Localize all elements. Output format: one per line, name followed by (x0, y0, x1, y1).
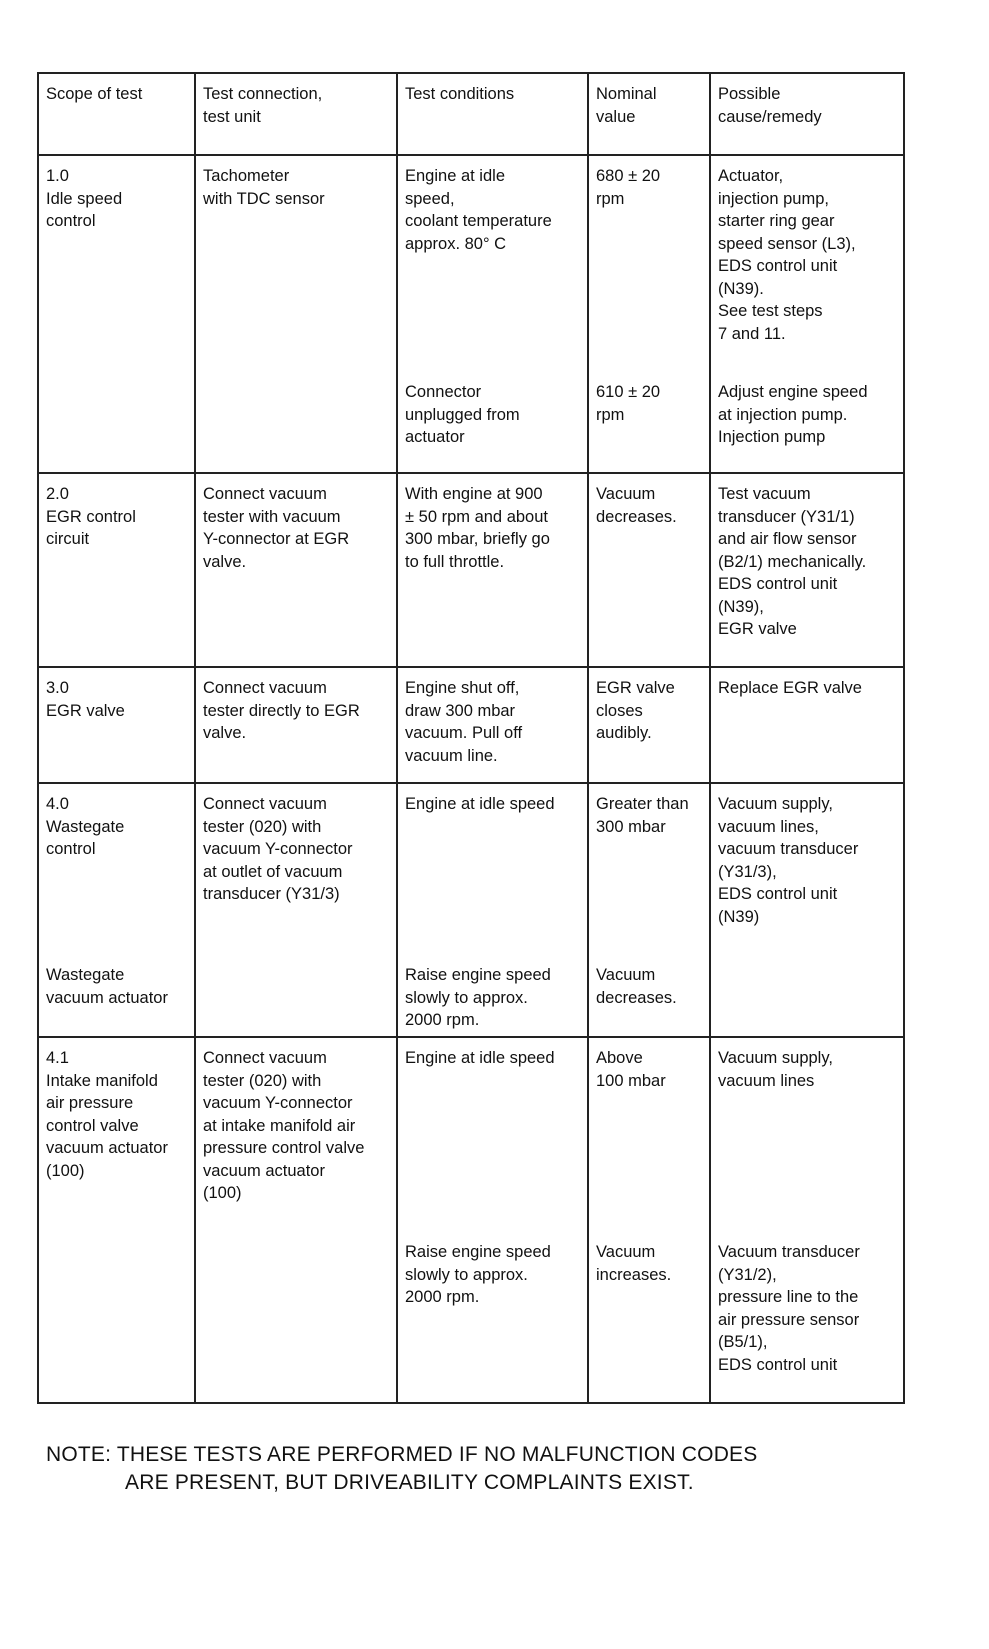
cell-text: EGR valve (596, 679, 675, 697)
cell-text: EGR valve (46, 701, 125, 720)
cell-text: decreases. (596, 507, 677, 526)
header-cell-conditions (397, 73, 588, 155)
cell-text: draw 300 mbar (405, 701, 516, 720)
cell-text: (N39) (718, 907, 760, 926)
cell-text: slowly to approx. (405, 1265, 528, 1284)
cell-connection (195, 155, 397, 473)
cell-text: increases. (596, 1265, 672, 1284)
cell-text: (N39), (718, 597, 764, 616)
cell-text: EGR control (46, 507, 136, 526)
cell-scope (38, 1037, 195, 1403)
cell-block (46, 1047, 187, 1182)
cell-text: slowly to approx. (405, 988, 528, 1007)
cell-text: control valve (46, 1116, 139, 1135)
cell-text: rpm (596, 189, 625, 208)
cell-scope (38, 783, 195, 1037)
cell-nominal (588, 667, 710, 783)
cell-block (718, 381, 896, 449)
cell-text: (100) (46, 1161, 85, 1180)
cell-text: Above (596, 1049, 643, 1067)
cell-remedy (710, 473, 904, 667)
cell-text: unplugged from (405, 405, 520, 424)
cell-block (596, 165, 702, 210)
cell-text: audibly. (596, 724, 652, 742)
cell-block (596, 793, 702, 838)
cell-block (405, 483, 580, 573)
cell-block (596, 1047, 702, 1092)
cell-nominal (588, 783, 710, 1037)
cell-text: at intake manifold air (203, 1116, 356, 1135)
cell-text: Vacuum (596, 1243, 656, 1261)
table-row (38, 1037, 904, 1403)
header-text: Scope of test (46, 85, 143, 103)
cell-text: tester directly to EGR (203, 701, 360, 720)
cell-text: rpm (596, 405, 625, 424)
cell-text: Y-connector at EGR (203, 530, 350, 548)
cell-remedy (710, 155, 904, 473)
cell-text: With engine at 900 (405, 485, 543, 503)
cell-text: to full throttle. (405, 552, 505, 571)
cell-text: 7 and 11. (718, 324, 786, 343)
cell-text: Raise engine speed (405, 1243, 551, 1261)
cell-text: coolant temperature (405, 212, 552, 230)
cell-text: (B5/1), (718, 1333, 768, 1351)
cell-block (405, 381, 580, 449)
header-row (38, 73, 904, 155)
cell-block (203, 1047, 389, 1205)
cell-text: tester (020) with (203, 1071, 322, 1090)
cell-block (203, 483, 389, 573)
cell-connection (195, 783, 397, 1037)
cell-text: 2000 rpm. (405, 1288, 480, 1306)
cell-text: Connect vacuum (203, 1049, 327, 1067)
cell-nominal (588, 473, 710, 667)
note-line-2: ARE PRESENT, BUT DRIVEABILITY COMPLAINTS EXIST. (125, 1471, 694, 1494)
cell-block (718, 1047, 896, 1092)
cell-text: Wastegate (46, 966, 125, 984)
cell-text: (100) (203, 1184, 242, 1202)
cell-text: vacuum. Pull off (405, 724, 523, 742)
cell-block (596, 1241, 702, 1286)
cell-text: vacuum actuator (46, 1139, 168, 1157)
cell-text: speed sensor (L3), (718, 234, 856, 253)
cell-block (405, 1241, 580, 1309)
cell-block (718, 165, 896, 345)
cell-text: Connect vacuum (203, 485, 327, 503)
cell-text: vacuum lines (718, 1071, 815, 1090)
cell-text: Engine at idle speed (405, 1049, 555, 1067)
cell-text: and air flow sensor (718, 530, 857, 548)
cell-text: speed, (405, 189, 455, 208)
cell-text: Vacuum (596, 966, 656, 984)
cell-text: (Y31/2), (718, 1265, 777, 1284)
cell-text: Idle speed (46, 189, 123, 208)
cell-text: EDS control unit (718, 885, 838, 903)
cell-text: closes (596, 701, 643, 720)
header-cell-remedy (710, 73, 904, 155)
cell-text: Connector (405, 383, 482, 401)
cell-text: vacuum Y-connector (203, 840, 353, 858)
cell-text: approx. 80° C (405, 234, 507, 253)
cell-block (596, 483, 702, 528)
table-row (38, 473, 904, 667)
cell-text: 680 ± 20 (596, 167, 661, 185)
cell-text: Connect vacuum (203, 679, 327, 697)
header-cell-nominal (588, 73, 710, 155)
cell-text: circuit (46, 530, 90, 548)
cell-text: control (46, 212, 96, 230)
cell-text: actuator (405, 428, 465, 446)
cell-block (596, 677, 702, 745)
cell-text: transducer (Y31/1) (718, 507, 855, 526)
cell-text: tester with vacuum (203, 507, 341, 526)
cell-text: Vacuum supply, (718, 1049, 833, 1067)
cell-remedy (710, 783, 904, 1037)
cell-block (46, 677, 187, 722)
cell-block (46, 793, 187, 861)
cell-text: Engine at idle (405, 167, 505, 185)
diagnostic-test-table (37, 72, 905, 1404)
cell-text: pressure line to the (718, 1288, 859, 1306)
cell-text: valve. (203, 724, 247, 742)
cell-remedy (710, 667, 904, 783)
header-text: Test conditions (405, 85, 515, 103)
cell-text: air pressure (46, 1094, 134, 1112)
cell-text: Engine shut off, (405, 679, 520, 697)
cell-text: Adjust engine speed (718, 383, 868, 401)
cell-text: vacuum lines, (718, 817, 819, 836)
cell-text: Actuator, (718, 167, 784, 185)
cell-text: 100 mbar (596, 1071, 666, 1090)
cell-text: See test steps (718, 302, 823, 320)
cell-text: decreases. (596, 988, 677, 1007)
note (46, 1441, 946, 1497)
cell-text: Injection pump (718, 428, 826, 446)
cell-conditions (397, 667, 588, 783)
cell-block (46, 483, 187, 551)
cell-text: vacuum actuator (203, 1161, 325, 1180)
cell-scope (38, 667, 195, 783)
cell-scope (38, 155, 195, 473)
cell-block (405, 165, 580, 255)
cell-block (718, 793, 896, 928)
header-cell-scope (38, 73, 195, 155)
table-row (38, 155, 904, 473)
cell-text: 1.0 (46, 167, 69, 185)
cell-text: Vacuum (596, 485, 656, 503)
cell-text: EDS control unit (718, 257, 838, 275)
cell-text: vacuum actuator (46, 988, 168, 1007)
cell-text: at injection pump. (718, 405, 848, 424)
cell-text: with TDC sensor (203, 189, 325, 208)
cell-text: vacuum Y-connector (203, 1094, 353, 1112)
cell-block (405, 964, 580, 1032)
cell-text: Vacuum transducer (718, 1243, 860, 1261)
cell-block (46, 964, 187, 1009)
cell-text: tester (020) with (203, 817, 322, 836)
cell-text: 300 mbar (596, 817, 666, 836)
cell-block (718, 483, 896, 641)
cell-text: EDS control unit (718, 1355, 838, 1374)
cell-text: EDS control unit (718, 575, 838, 593)
header-text: Possible (718, 85, 781, 103)
cell-conditions (397, 783, 588, 1037)
cell-text: 300 mbar, briefly go (405, 530, 550, 548)
cell-text: transducer (Y31/3) (203, 885, 340, 903)
cell-block (46, 165, 187, 233)
cell-text: Greater than (596, 795, 689, 813)
cell-remedy (710, 1037, 904, 1403)
cell-text: EGR valve (718, 620, 797, 638)
cell-text: Raise engine speed (405, 966, 551, 984)
cell-text: pressure control valve (203, 1139, 365, 1157)
cell-text: Vacuum supply, (718, 795, 833, 813)
cell-text: (B2/1) mechanically. (718, 552, 867, 571)
cell-text: injection pump, (718, 189, 829, 208)
cell-conditions (397, 473, 588, 667)
cell-text: at outlet of vacuum (203, 862, 343, 881)
cell-block (405, 1047, 580, 1070)
cell-block (596, 381, 702, 426)
cell-text: Connect vacuum (203, 795, 327, 813)
cell-block (405, 677, 580, 767)
cell-text: Replace EGR valve (718, 679, 862, 697)
cell-text: vacuum transducer (718, 840, 859, 858)
cell-text: air pressure sensor (718, 1310, 860, 1329)
cell-nominal (588, 155, 710, 473)
cell-text: (Y31/3), (718, 862, 777, 881)
cell-text: 4.0 (46, 795, 69, 813)
cell-block (596, 964, 702, 1009)
cell-block (718, 1241, 896, 1376)
cell-conditions (397, 155, 588, 473)
cell-block (203, 793, 389, 906)
header-text: cause/remedy (718, 107, 822, 126)
cell-text: valve. (203, 552, 247, 571)
cell-block (203, 165, 389, 210)
header-text: value (596, 107, 636, 126)
cell-block (405, 793, 580, 816)
header-text: test unit (203, 107, 261, 126)
cell-conditions (397, 1037, 588, 1403)
header-text: Nominal (596, 85, 657, 103)
header-text: Test connection, (203, 85, 323, 103)
cell-text: (N39). (718, 279, 764, 298)
cell-text: vacuum line. (405, 746, 498, 765)
cell-text: Intake manifold (46, 1071, 158, 1090)
cell-text: Tachometer (203, 167, 290, 185)
cell-text: 4.1 (46, 1049, 69, 1067)
cell-nominal (588, 1037, 710, 1403)
cell-scope (38, 473, 195, 667)
cell-text: Engine at idle speed (405, 795, 555, 813)
cell-block (203, 677, 389, 745)
header-cell-connection (195, 73, 397, 155)
cell-text: Test vacuum (718, 485, 811, 503)
cell-text: 610 ± 20 (596, 383, 661, 401)
table-row (38, 667, 904, 783)
note-line-1: NOTE: THESE TESTS ARE PERFORMED IF NO MALFUNCTION CODES (46, 1443, 758, 1466)
cell-connection (195, 473, 397, 667)
cell-connection (195, 667, 397, 783)
cell-text: 3.0 (46, 679, 69, 697)
cell-block (718, 677, 896, 700)
cell-text: 2000 rpm. (405, 1011, 480, 1029)
cell-text: 2.0 (46, 485, 69, 503)
table-row (38, 783, 904, 1037)
cell-text: control (46, 840, 96, 858)
cell-connection (195, 1037, 397, 1403)
cell-text: starter ring gear (718, 212, 835, 230)
cell-text: ± 50 rpm and about (405, 507, 548, 526)
cell-text: Wastegate (46, 817, 125, 836)
